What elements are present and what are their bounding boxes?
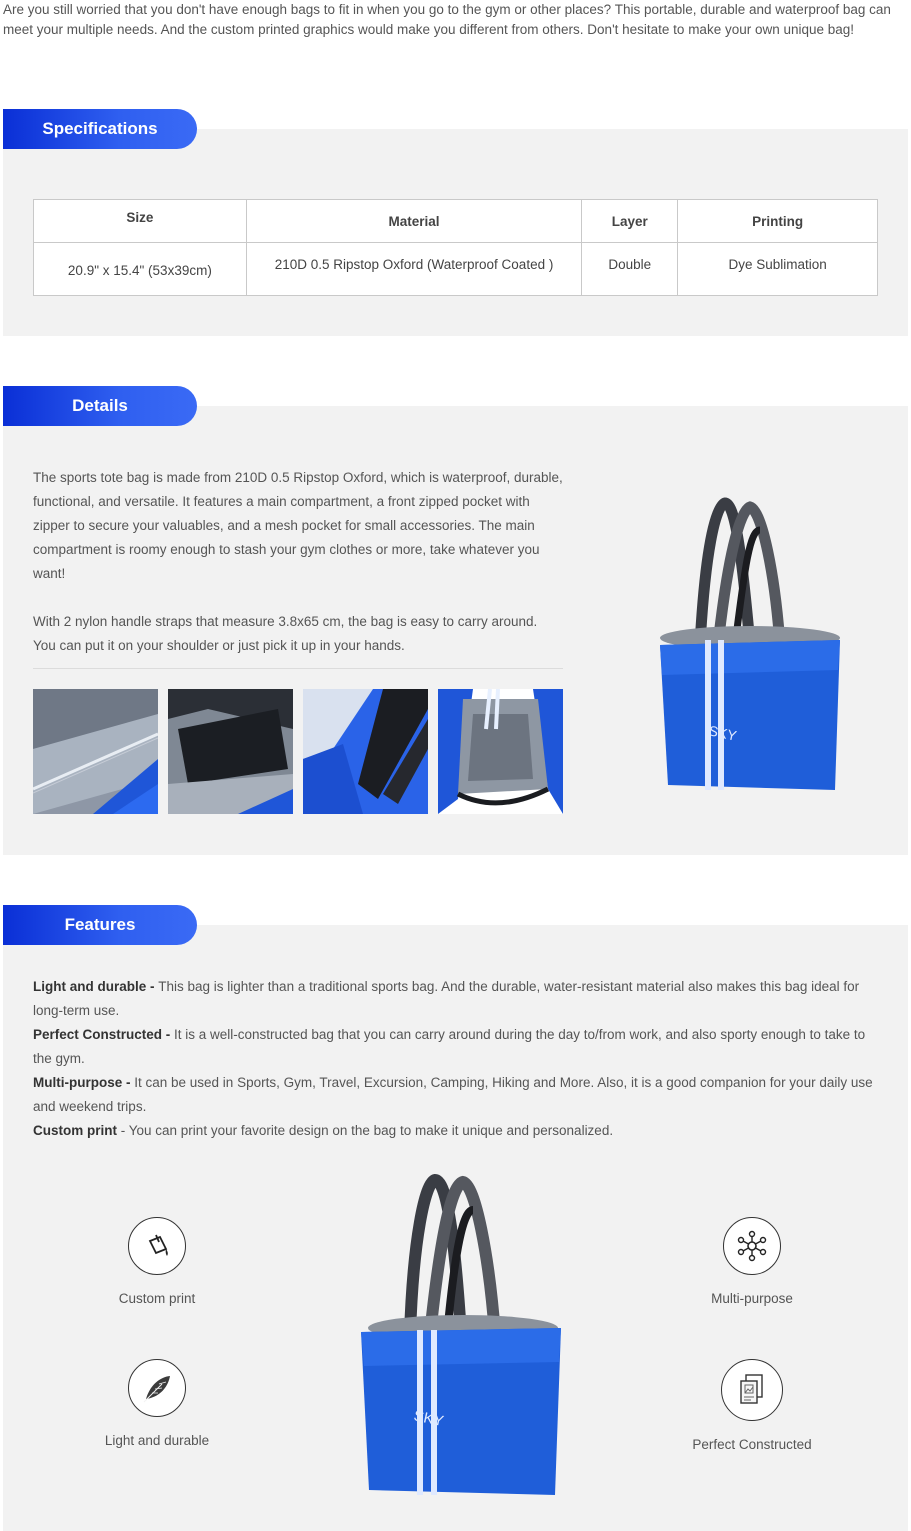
details-divider [33, 668, 563, 669]
specifications-heading: Specifications [3, 109, 197, 149]
header-layer: Layer [582, 200, 678, 243]
feature-perfect-constructed [662, 1359, 842, 1452]
specifications-table [33, 199, 878, 296]
cell-material: 210D 0.5 Ripstop Oxford (Waterproof Coated ) [246, 243, 582, 296]
details-paragraph-1: The sports tote bag is made from 210D 0.5 Ripstop Oxford, which is waterproof, durable, functional, and versatile. It features a main compartment, a front zipped pocket with zipper to secure your valuables, and a mesh pocket for small accessories. The main compartment is roomy enough to stash your gym clothes or more, take whatever you want! [33, 470, 563, 581]
table-row [34, 243, 878, 296]
feature-label-multi-purpose: Multi-purpose [711, 1291, 793, 1306]
intro-text: Are you still worried that you don't have enough bags to fit in when you go to the gym or other places? This portable, durable and waterproof bag can meet your multiple needs. And the custom printed graphics would make you different from others. Don't hesitate to make your own unique bag! [3, 2, 891, 37]
features-bag-text: SKY [412, 1407, 446, 1431]
table-header-row [34, 200, 878, 243]
feature-item: Light and durable - This bag is lighter than a traditional sports bag. And the durable, water-resistant material also makes this bag ideal for long-term use. [33, 979, 860, 1018]
feature-multi-purpose [662, 1217, 842, 1306]
cell-printing: Dye Sublimation [678, 243, 878, 296]
features-bag-image [355, 1170, 570, 1500]
paint-bucket-icon [128, 1217, 186, 1275]
details-heading: Details [3, 386, 197, 426]
features-list [33, 975, 883, 1143]
feature-item: Multi-purpose - It can be used in Sports, Gym, Travel, Excursion, Camping, Hiking and More. Also, it is a good companion for your daily use and weekend trips. [33, 1075, 873, 1114]
feature-label-perfect-constructed: Perfect Constructed [692, 1437, 812, 1452]
details-bag-image [650, 495, 850, 800]
feature-label-light-durable: Light and durable [104, 1433, 210, 1448]
feature-item: Custom print - You can print your favorite design on the bag to make it unique and personalized. [33, 1123, 614, 1138]
thumb-interior[interactable] [438, 689, 563, 814]
feature-custom-print [67, 1217, 247, 1306]
blueprint-icon [721, 1359, 783, 1421]
feather-icon [128, 1359, 186, 1417]
header-printing: Printing [678, 200, 878, 243]
header-size: Size [34, 200, 247, 243]
feature-item: Perfect Constructed - It is a well-constructed bag that you can carry around during the day to/from work, and also sporty enough to take to the gym. [33, 1027, 866, 1066]
features-heading: Features [3, 905, 197, 945]
thumb-handle-strap[interactable] [303, 689, 428, 814]
feature-label-custom-print: Custom print [118, 1291, 196, 1306]
cell-layer: Double [582, 243, 678, 296]
details-bag-text: SKY [707, 722, 739, 744]
thumb-mesh-pocket[interactable] [168, 689, 293, 814]
header-material: Material [246, 200, 582, 243]
thumb-zipper-pocket[interactable] [33, 689, 158, 814]
details-description [33, 466, 563, 658]
network-icon [723, 1217, 781, 1275]
cell-size: 20.9" x 15.4" (53x39cm) [34, 243, 247, 296]
feature-light-durable [67, 1359, 247, 1448]
details-paragraph-2: With 2 nylon handle straps that measure 3.8x65 cm, the bag is easy to carry around. You can put it on your shoulder or just pick it up in your hands. [33, 614, 538, 653]
